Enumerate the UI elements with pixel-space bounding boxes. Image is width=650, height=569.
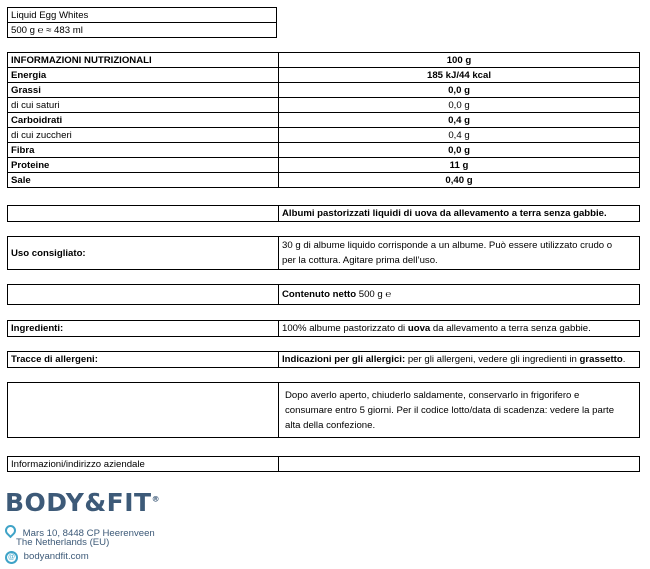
nutrition-row <box>8 98 640 113</box>
nutrition-value: 0,4 g <box>279 128 640 143</box>
ingredients-table <box>7 320 640 337</box>
allergens-label: Tracce di allergeni: <box>8 352 279 368</box>
description-table <box>7 205 640 222</box>
product-size: 500 g ℮ ≈ 483 ml <box>8 23 277 38</box>
ingredients-text: 100% albume pastorizzato di uova da allevamento a terra senza gabbie. <box>279 321 640 337</box>
location-pin-icon <box>3 523 19 539</box>
nutrition-label: di cui zuccheri <box>8 128 279 143</box>
usage-table <box>7 236 640 270</box>
usage-label: Uso consigliato: <box>8 237 279 270</box>
allergens-table <box>7 351 640 368</box>
nutrition-table <box>7 52 640 188</box>
brand-address: Mars 10, 8448 CP Heerenveen <box>5 525 155 540</box>
nutrition-row <box>8 113 640 128</box>
nutrition-label: Sale <box>8 173 279 188</box>
nutrition-row <box>8 143 640 158</box>
nutrition-header-value: 100 g <box>279 53 640 68</box>
nutrition-row <box>8 83 640 98</box>
nutrition-row <box>8 68 640 83</box>
nutrition-value: 0,0 g <box>279 83 640 98</box>
storage-text: Dopo averlo aperto, chiuderlo saldamente, conservarlo in frigorifero e consumare entro 5 giorni. Per il codice lotto/data di scadenza: vedere la parte alta della confezione. <box>279 383 640 438</box>
at-icon: @ <box>5 551 18 564</box>
company-label: Informazioni/indirizzo aziendale <box>8 457 279 472</box>
nutrition-value: 0,0 g <box>279 143 640 158</box>
company-table <box>7 456 640 472</box>
nutrition-label: Carboidrati <box>8 113 279 128</box>
product-name: Liquid Egg Whites <box>8 8 277 23</box>
net-content-label: Contenuto netto <box>282 289 357 300</box>
nutrition-header-label: INFORMAZIONI NUTRIZIONALI <box>8 53 279 68</box>
nutrition-label: Energia <box>8 68 279 83</box>
ingredients-label: Ingredienti: <box>8 321 279 337</box>
nutrition-value: 11 g <box>279 158 640 173</box>
nutrition-value: 0,0 g <box>279 98 640 113</box>
description-text: Albumi pastorizzati liquidi di uova da allevamento a terra senza gabbie. <box>279 206 640 222</box>
net-content-value: 500 g ℮ <box>358 289 392 300</box>
nutrition-label: di cui saturi <box>8 98 279 113</box>
nutrition-label: Fibra <box>8 143 279 158</box>
allergens-text: Indicazioni per gli allergici: per gli allergeni, vedere gli ingredienti in grassetto. <box>279 352 640 368</box>
nutrition-row <box>8 173 640 188</box>
nutrition-value: 0,4 g <box>279 113 640 128</box>
usage-text: 30 g di albume liquido corrisponde a un albume. Può essere utilizzato crudo o per la cottura. Agitare prima dell’uso. <box>279 237 640 270</box>
brand-logo: BODY&FIT® <box>5 488 161 517</box>
nutrition-value: 185 kJ/44 kcal <box>279 68 640 83</box>
nutrition-row <box>8 158 640 173</box>
net-content-table <box>7 284 640 305</box>
storage-table <box>7 382 640 438</box>
product-table <box>7 7 277 38</box>
nutrition-value: 0,40 g <box>279 173 640 188</box>
nutrition-row <box>8 128 640 143</box>
nutrition-label: Grassi <box>8 83 279 98</box>
brand-address-country: The Netherlands (EU) <box>16 537 110 548</box>
nutrition-label: Proteine <box>8 158 279 173</box>
net-content <box>279 285 640 305</box>
brand-website: @ bodyandfit.com <box>5 551 89 564</box>
